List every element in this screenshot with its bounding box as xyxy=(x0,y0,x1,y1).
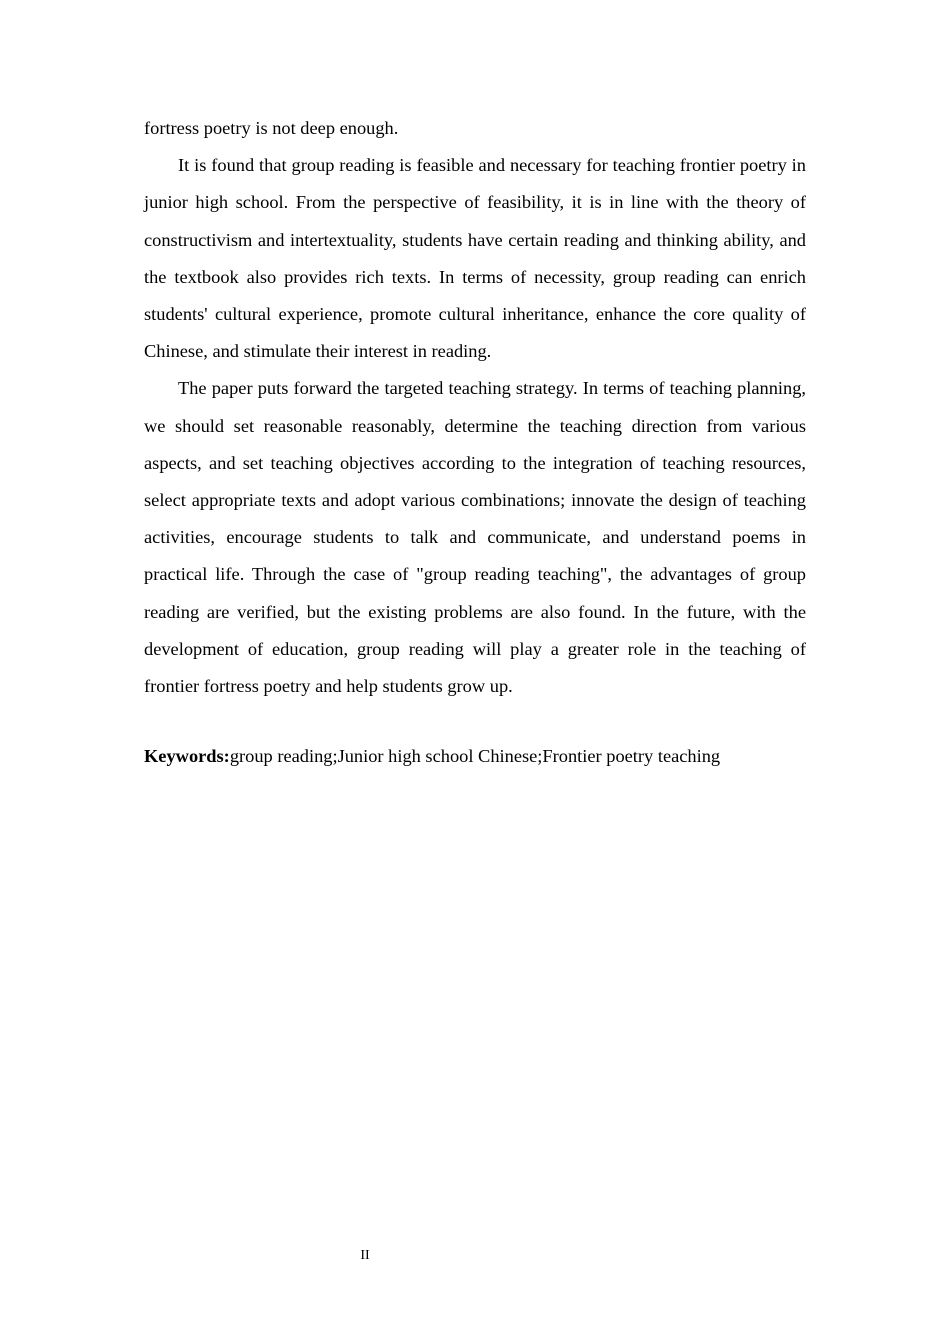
keywords-label: Keywords: xyxy=(144,746,230,766)
abstract-paragraph-strategy: The paper puts forward the targeted teaching strategy. In terms of teaching planning, we should set reasonable reasonably, determine the teaching direction from various aspects, and set teaching objectives according to the integration of teaching resources, select appropriate texts and adopt various combinations; innovate the design of teaching activities, encourage students to talk and communicate, and understand poems in practical life. Through the case of "group reading teaching", the advantages of group reading are verified, but the existing problems are also found. In the future, with the development of education, group reading will play a greater role in the teaching of frontier fortress poetry and help students grow up. xyxy=(144,378,806,697)
abstract-paragraph-continuation: fortress poetry is not deep enough. xyxy=(144,118,399,138)
page-number: II xyxy=(360,1248,370,1263)
keywords-line xyxy=(144,738,844,775)
abstract-paragraph-feasibility: It is found that group reading is feasible and necessary for teaching frontier poetry in junior high school. From the perspective of feasibility, it is in line with the theory of constructivism and intertextuality, students have certain reading and thinking ability, and the textbook also provides rich texts. In terms of necessity, group reading can enrich students' cultural experience, promote cultural inheritance, enhance the core quality of Chinese, and stimulate their interest in reading. xyxy=(144,155,806,362)
abstract-body xyxy=(144,110,806,705)
keywords-text: group reading;Junior high school Chinese;Frontier poetry teaching xyxy=(229,746,721,766)
